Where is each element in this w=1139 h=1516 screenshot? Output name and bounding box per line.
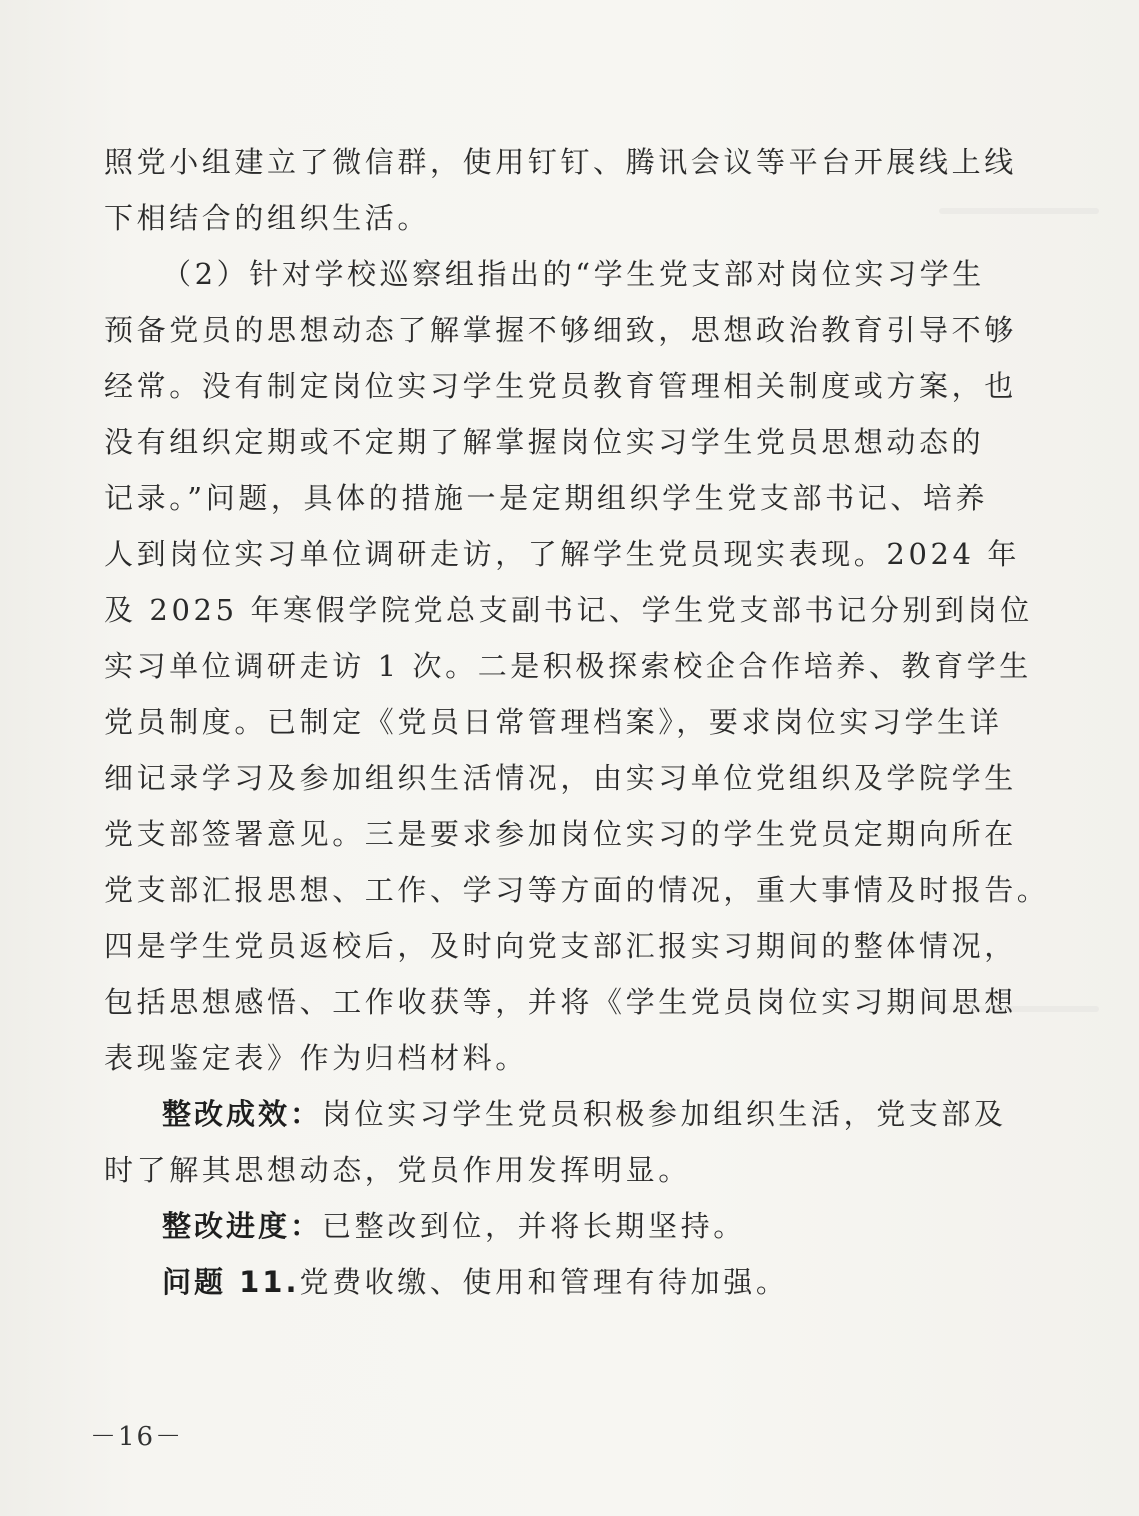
body-line: 经常。没有制定岗位实习学生党员教育管理相关制度或方案，也 (104, 369, 1017, 403)
issue-text: 党费收缴、使用和管理有待加强。 (299, 1265, 789, 1299)
rectification-progress-text: 已整改到位，并将长期坚持。 (322, 1209, 746, 1243)
body-line: 预备党员的思想动态了解掌握不够细致，思想政治教育引导不够 (104, 313, 1017, 347)
body-line: 实习单位调研走访 1 次。二是积极探索校企合作培养、教育学生 (104, 649, 1032, 683)
rectification-effect-line-2: 时了解其思想动态，党员作用发挥明显。 (104, 1153, 691, 1187)
body-line: 照党小组建立了微信群，使用钉钉、腾讯会议等平台开展线上线 (104, 145, 1017, 179)
body-line: 记录。”问题，具体的措施一是定期组织学生党支部书记、培养 (104, 481, 989, 515)
paragraph-start-line: （2）针对学校巡察组指出的“学生党支部对岗位实习学生 (162, 257, 985, 291)
rectification-progress-line (104, 1198, 964, 1254)
body-line: 细记录学习及参加组织生活情况，由实习单位党组织及学院学生 (104, 761, 1017, 795)
body-line: 包括思想感悟、工作收获等，并将《学生党员岗位实习期间思想 (104, 985, 1017, 1019)
body-line: 表现鉴定表》作为归档材料。 (104, 1041, 528, 1075)
document-body (104, 134, 1050, 1310)
body-line: 下相结合的组织生活。 (104, 201, 431, 235)
rectification-effect-label: 整改成效： (162, 1097, 323, 1131)
page-number: －16－ (90, 1422, 184, 1452)
rectification-progress-label: 整改进度： (162, 1209, 323, 1243)
body-line: 党员制度。已制定《党员日常管理档案》，要求岗位实习学生详 (104, 705, 1003, 739)
body-line: 及 2025 年寒假学院党总支副书记、学生党支部书记分别到岗位 (104, 593, 1033, 627)
issue-label: 问题 11. (162, 1265, 300, 1299)
rectification-effect-line (104, 1086, 1007, 1142)
issue-heading-line (104, 1254, 964, 1310)
body-line: 人到岗位实习单位调研走访，了解学生党员现实表现。2024 年 (104, 537, 1021, 571)
body-line: 没有组织定期或不定期了解掌握岗位实习学生党员思想动态的 (104, 425, 985, 459)
body-line: 党支部签署意见。三是要求参加岗位实习的学生党员定期向所在 (104, 817, 1017, 851)
body-line: 党支部汇报思想、工作、学习等方面的情况，重大事情及时报告。 (104, 873, 1050, 907)
body-line: 四是学生党员返校后，及时向党支部汇报实习期间的整体情况， (104, 929, 1017, 963)
rectification-effect-text: 岗位实习学生党员积极参加组织生活，党支部及 (322, 1097, 1007, 1131)
